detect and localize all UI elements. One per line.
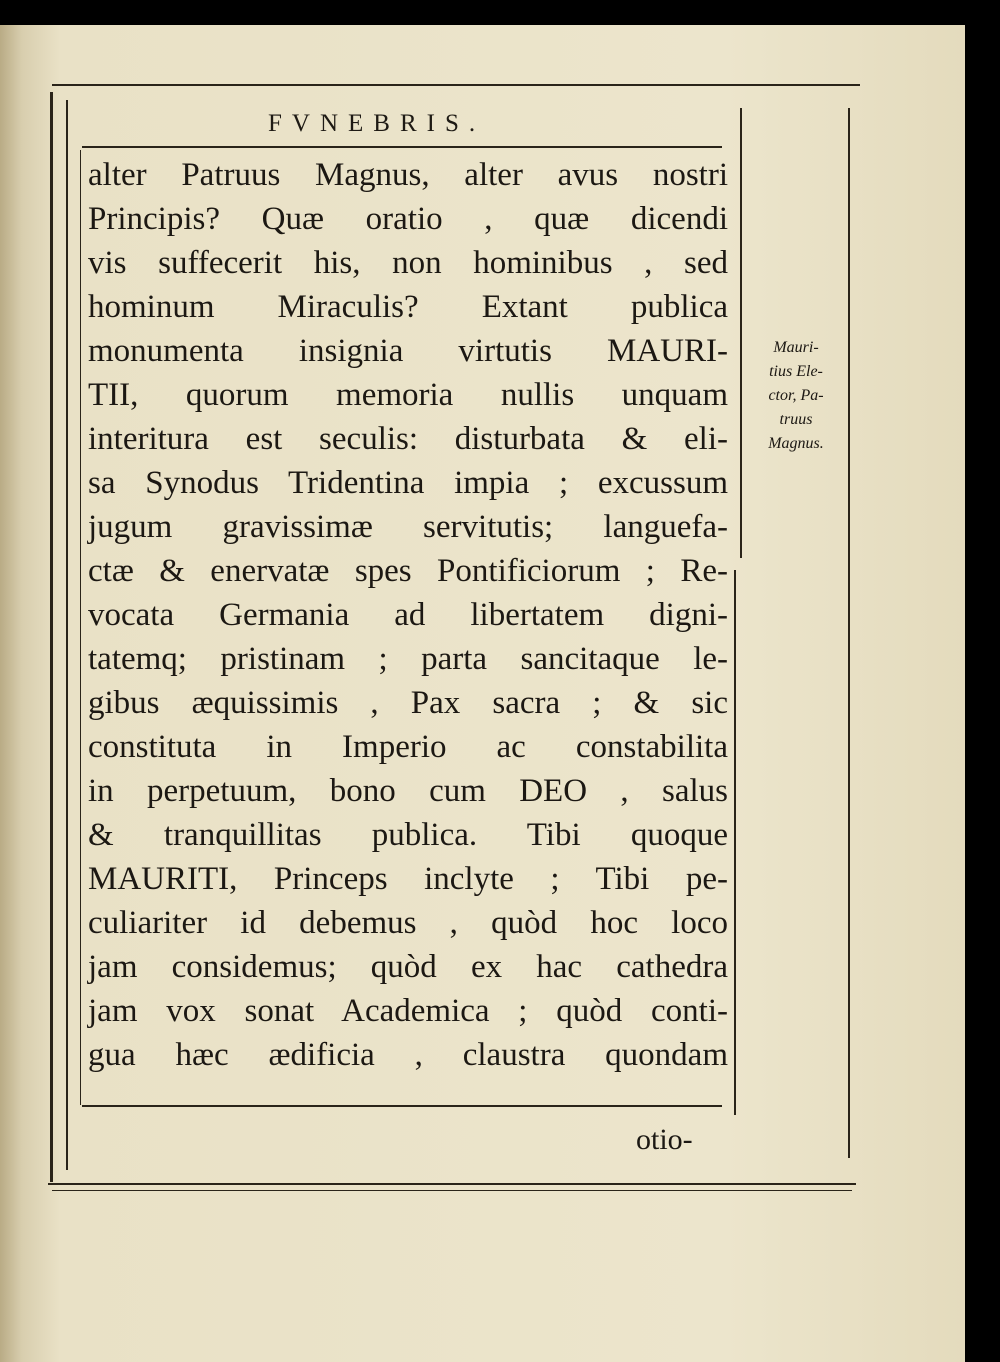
text-line: vis suffecerit his, non hominibus , sed (88, 245, 728, 281)
text-line: hominum Miraculis? Extant publica (88, 289, 728, 325)
margin-note-line: Mauri- (773, 339, 819, 356)
text-line: TII, quorum memoria nullis unquam (88, 377, 728, 413)
text-line: gua hæc ædificia , claustra quondam (88, 1037, 728, 1073)
text-line: in perpetuum, bono cum DEO , salus (88, 773, 728, 809)
left-border-rule (50, 92, 53, 1182)
text-line: interitura est seculis: disturbata & eli- (88, 421, 728, 457)
text-right-rule (734, 570, 736, 1115)
catchword: otio- (636, 1123, 693, 1156)
margin-note-line: Magnus. (768, 435, 824, 452)
bottom-border-rule (48, 1183, 856, 1185)
text-line: constituta in Imperio ac constabilita (88, 729, 728, 765)
text-bottom-rule (82, 1105, 722, 1107)
bottom-border-rule-2 (52, 1190, 852, 1191)
marginal-note (748, 336, 844, 456)
text-line: tatemq; pristinam ; parta sancitaque le- (88, 641, 728, 677)
text-line: MAURITI, Princeps inclyte ; Tibi pe- (88, 861, 728, 897)
margin-note-line: ctor, Pa- (768, 387, 824, 404)
margin-right-rule (848, 108, 850, 1158)
running-title: FVNEBRIS. (268, 110, 486, 137)
text-line: ctæ & enervatæ spes Pontificiorum ; Re- (88, 553, 728, 589)
text-line: gibus æquissimis , Pax sacra ; & sic (88, 685, 728, 721)
top-border-rule (52, 84, 860, 86)
header-rule (82, 146, 722, 148)
text-line: jam considemus; quòd ex hac cathedra (88, 949, 728, 985)
text-line: vocata Germania ad libertatem digni- (88, 597, 728, 633)
text-line: Principis? Quæ oratio , quæ dicendi (88, 201, 728, 237)
text-line: & tranquillitas publica. Tibi quoque (88, 817, 728, 853)
text-line: jugum gravissimæ servitutis; languefa- (88, 509, 728, 545)
text-left-rule (80, 150, 81, 1105)
text-line: jam vox sonat Academica ; quòd conti- (88, 993, 728, 1029)
left-inner-rule (66, 100, 68, 1170)
text-line: monumenta insignia virtutis MAURI- (88, 333, 728, 369)
text-line: alter Patruus Magnus, alter avus nostri (88, 157, 728, 193)
margin-left-rule (740, 108, 742, 558)
text-line: sa Synodus Tridentina impia ; excussum (88, 465, 728, 501)
text-line: culiariter id debemus , quòd hoc loco (88, 905, 728, 941)
margin-note-line: tius Ele- (769, 363, 823, 380)
body-text (88, 153, 728, 1077)
margin-note-line: truus (779, 411, 813, 428)
